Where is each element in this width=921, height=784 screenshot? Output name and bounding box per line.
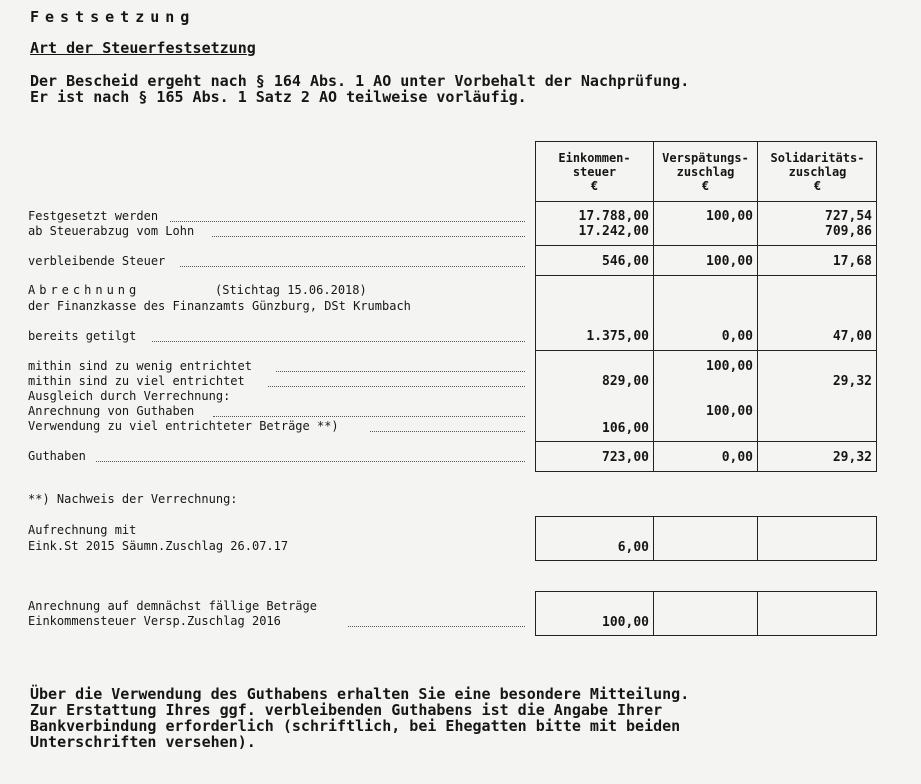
anrechnung-value: 100,00 (602, 615, 649, 630)
value-getilgt-est: 1.375,00 (586, 329, 649, 344)
row-label-getilgt: bereits getilgt (28, 329, 137, 343)
leader-dots (152, 341, 525, 342)
section-heading: Art der Steuerfestsetzung (30, 39, 256, 57)
value-festgesetzt-est: 17.788,00 (578, 209, 649, 224)
value-zu-viel-est: 829,00 (602, 374, 649, 389)
value-guthaben-soli: 29,32 (832, 450, 872, 465)
col-header-einkommensteuer: Einkommen- steuer € (558, 151, 631, 193)
col-divider-1 (653, 141, 654, 472)
value-verbleibend-vz: 100,00 (706, 254, 753, 269)
value-festgesetzt-soli: 727,54 (825, 209, 872, 224)
abrechnung-stichtag: (Stichtag 15.06.2018) (215, 283, 367, 297)
abrechnung-finanzkasse: der Finanzkasse des Finanzamts Günzburg, DSt Krumbach (28, 299, 411, 313)
leader-dots (212, 236, 525, 237)
anrechnung-label: Anrechnung auf demnächst fällige Beträge (28, 599, 317, 613)
row-label-verwendung: Verwendung zu viel entrichteter Beträge **) (28, 419, 339, 433)
value-abzug-est: 17.242,00 (578, 224, 649, 239)
intro-line-2: Er ist nach § 165 Abs. 1 Satz 2 AO teilweise vorläufig. (30, 88, 527, 106)
abrechnung-title: Abrechnung (28, 283, 141, 297)
value-festgesetzt-vz: 100,00 (706, 209, 753, 224)
footer-line-3: Bankverbindung erforderlich (schriftlich, bei Ehegatten bitte mit beiden (30, 717, 681, 735)
leader-dots (348, 626, 525, 627)
aufrechnung-detail: Eink.St 2015 Säumn.Zuschlag 26.07.17 (28, 539, 289, 553)
row-label-ausgleich: Ausgleich durch Verrechnung: (28, 389, 231, 403)
value-guthaben-vz: 0,00 (721, 450, 753, 465)
row-label-anrechnung-guthaben: Anrechnung von Guthaben (28, 404, 195, 418)
row-label-zu-viel: mithin sind zu viel entrichtet (28, 374, 245, 388)
leader-dots (170, 221, 525, 222)
aufrechnung-divider-1 (653, 516, 654, 561)
value-abzug-soli: 709,86 (825, 224, 872, 239)
row-divider-verrechnung (535, 441, 877, 442)
col-divider-2 (757, 141, 758, 472)
intro-line-1: Der Bescheid ergeht nach § 164 Abs. 1 AO unter Vorbehalt der Nachprüfung. (30, 72, 690, 90)
aufrechnung-label: Aufrechnung mit (28, 523, 137, 537)
value-anrechnung-guthaben-vz: 100,00 (706, 404, 753, 419)
value-verbleibend-est: 546,00 (602, 254, 649, 269)
footer-line-1: Über die Verwendung des Guthabens erhalten Sie eine besondere Mitteilung. (30, 685, 690, 703)
value-zu-wenig-vz: 100,00 (706, 359, 753, 374)
value-getilgt-vz: 0,00 (721, 329, 753, 344)
leader-dots (96, 461, 525, 462)
document-title: Festsetzung (30, 8, 196, 26)
aufrechnung-value: 6,00 (617, 540, 649, 555)
row-label-zu-wenig: mithin sind zu wenig entrichtet (28, 359, 252, 373)
row-label-abzug: ab Steuerabzug vom Lohn (28, 224, 195, 238)
col-header-verspaetungszuschlag: Verspätungs- zuschlag € (662, 151, 749, 193)
anrechnung-detail: Einkommensteuer Versp.Zuschlag 2016 (28, 614, 281, 628)
row-label-verbleibend: verbleibende Steuer (28, 254, 166, 268)
leader-dots (370, 431, 525, 432)
leader-dots (180, 266, 525, 267)
col-header-solidaritaetszuschlag: Solidaritäts- zuschlag € (770, 151, 865, 193)
footer-line-2: Zur Erstattung Ihres ggf. verbleibenden Guthabens ist die Angabe Ihrer (30, 701, 663, 719)
anrechnung-divider-1 (653, 591, 654, 636)
row-label-festgesetzt: Festgesetzt werden (28, 209, 159, 223)
value-getilgt-soli: 47,00 (832, 329, 872, 344)
row-divider-abzug (535, 245, 877, 246)
value-verbleibend-soli: 17,68 (832, 254, 872, 269)
leader-dots (213, 416, 525, 417)
footer-line-4: Unterschriften versehen). (30, 733, 256, 751)
leader-dots (276, 371, 525, 372)
aufrechnung-divider-2 (757, 516, 758, 561)
row-label-guthaben: Guthaben (28, 449, 86, 463)
row-divider-header (535, 201, 877, 202)
value-verwendung-est: 106,00 (602, 421, 649, 436)
value-guthaben-est: 723,00 (602, 450, 649, 465)
leader-dots (268, 386, 525, 387)
value-zu-viel-soli: 29,32 (832, 374, 872, 389)
row-divider-getilgt (535, 350, 877, 351)
row-divider-verbleibend (535, 275, 877, 276)
anrechnung-divider-2 (757, 591, 758, 636)
nachweis-title: **) Nachweis der Verrechnung: (28, 492, 238, 506)
